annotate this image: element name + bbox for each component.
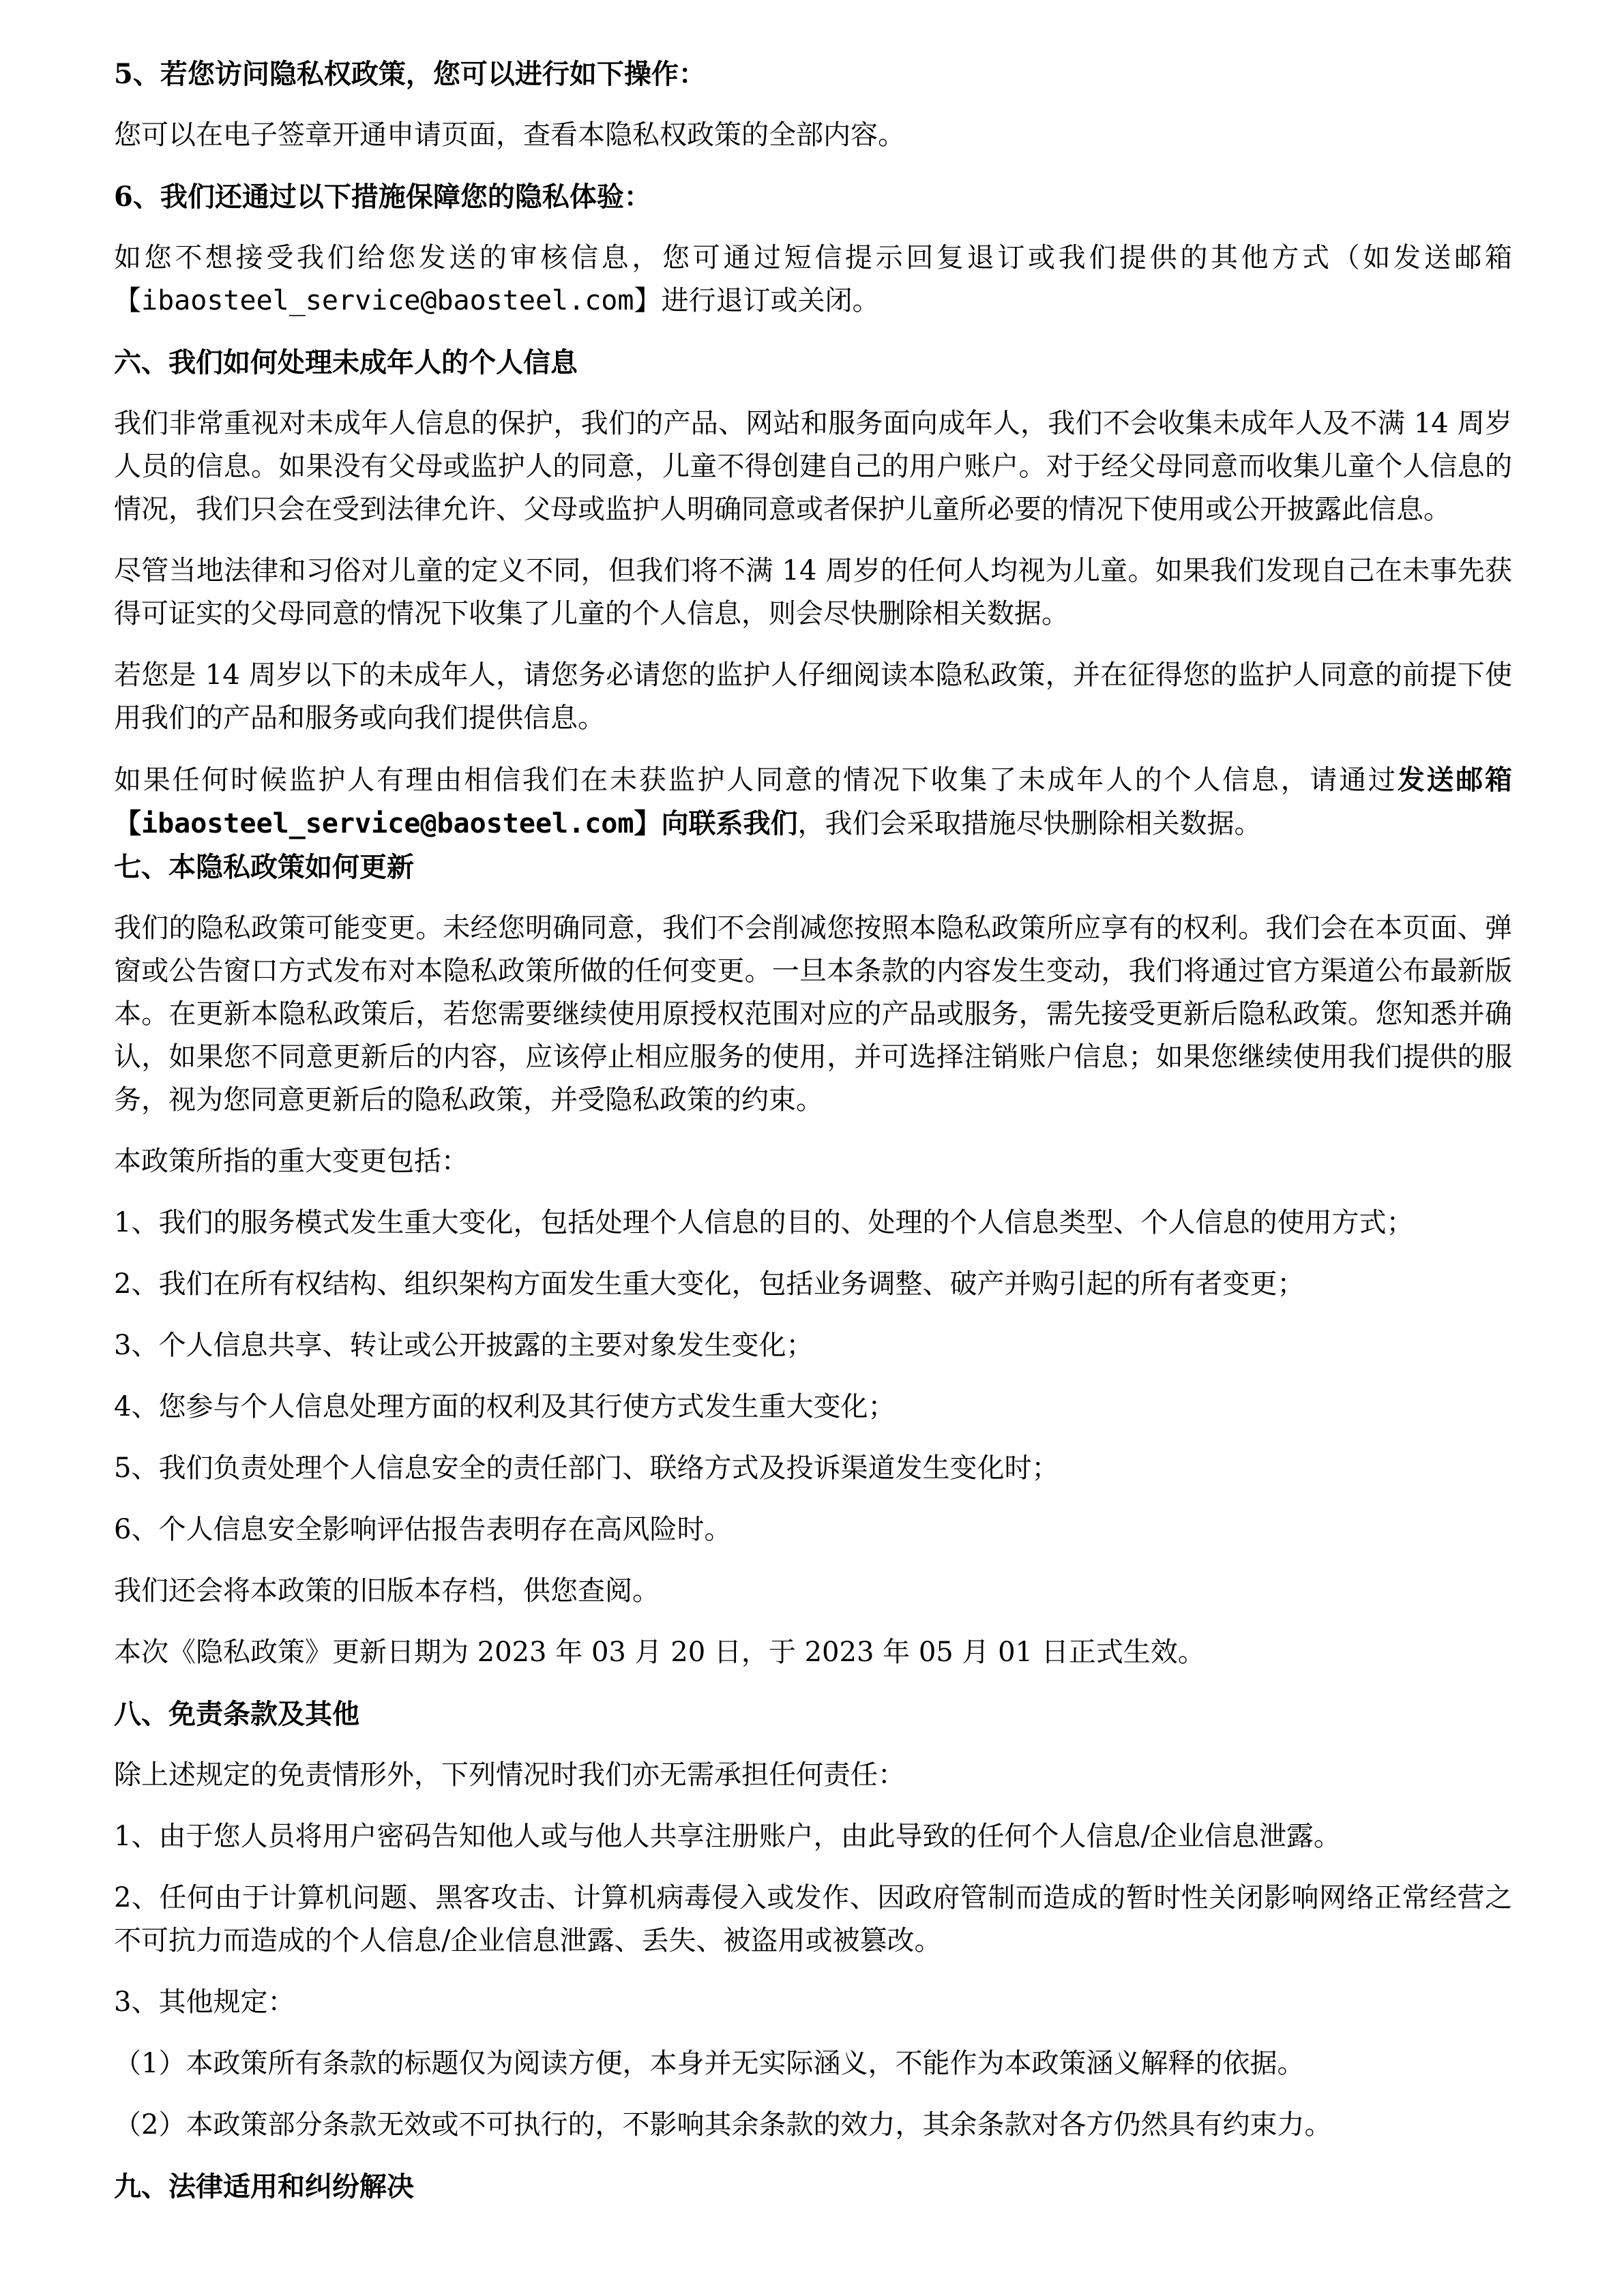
paragraph — [114, 1140, 1512, 1183]
text-segment: 1、我们的服务模式发生重大变化，包括处理个人信息的目的、处理的个人信息类型、个人信息的使用方式； — [114, 1207, 1414, 1238]
text-segment: 六、我们如何处理未成年人的个人信息 — [114, 346, 578, 378]
text-segment: 我们还会将本政策的旧版本存档，供您查阅。 — [114, 1575, 660, 1607]
paragraph — [114, 654, 1512, 740]
heading-section-7-policy-updates — [114, 846, 1512, 889]
email-address: ibaosteel_service@baosteel.com — [141, 808, 634, 839]
paragraph — [114, 402, 1512, 531]
sub-list-item — [114, 2104, 1512, 2147]
paragraph-unsubscribe — [114, 237, 1512, 323]
text-segment: 本政策所指的重大变更包括： — [114, 1146, 469, 1177]
text-segment: 4、您参与个人信息处理方面的权利及其行使方式发生重大变化； — [114, 1391, 896, 1422]
heading-section-6-minors-info — [114, 341, 1512, 384]
text-segment: 3、个人信息共享、转让或公开披露的主要对象发生变化； — [114, 1330, 814, 1361]
list-item — [114, 1508, 1512, 1551]
paragraph — [114, 550, 1512, 636]
paragraph-effective-date — [114, 1631, 1512, 1674]
text-segment: 如果任何时候监护人有理由相信我们在未获监护人同意的情况下收集了未成年人的个人信息，请通过 — [114, 764, 1398, 796]
list-item — [114, 1263, 1512, 1306]
list-item — [114, 1202, 1512, 1244]
text-segment: 本次《隐私政策》更新日期为 2023 年 03 月 20 日，于 2023 年 05 月 01 日正式生效。 — [114, 1637, 1205, 1668]
paragraph — [114, 114, 1512, 157]
list-item — [114, 1386, 1512, 1429]
text-segment: 3、其他规定： — [114, 1986, 295, 2018]
list-item — [114, 1815, 1512, 1858]
text-segment: 1、由于您人员将用户密码告知他人或与他人共享注册账户，由此导致的任何个人信息/企业信息泄露。 — [114, 1821, 1341, 1852]
paragraph — [114, 907, 1512, 1122]
email-address: ibaosteel_service@baosteel.com — [141, 285, 634, 316]
text-segment: 七、本隐私政策如何更新 — [114, 851, 414, 883]
list-item — [114, 1447, 1512, 1490]
text-segment: 九、法律适用和纠纷解决 — [114, 2171, 414, 2203]
heading-section-8-disclaimer — [114, 1693, 1512, 1735]
text-segment: 6、我们还通过以下措施保障您的隐私体验： — [114, 181, 651, 213]
text-segment: 发送邮箱【 — [114, 764, 1513, 839]
text-segment: 我们的隐私政策可能变更。未经您明确同意，我们不会削减您按照本隐私政策所应享有的权利。我们会在本页面、弹窗或公告窗口方式发布对本隐私政策所做的任何变更。一旦本条款的内容发生变动，我们将通过官方渠道公布最新版本。在更新本隐私政策后，若您需要继续使用原授权范围对应的产品或服务，需先接受更新后隐私政策。您知悉并确认，如果您不同意更新后的内容，应该停止相应服务的使用，并可选择注销账户信息；如果您继续使用我们提供的服务，视为您同意更新后的隐私政策，并受隐私政策的约束。 — [114, 912, 1512, 1116]
heading-section-9-law-disputes — [114, 2165, 1512, 2208]
text-segment: 5、若您访问隐私权政策，您可以进行如下操作： — [114, 58, 706, 90]
subheading-5-privacy-policy-access — [114, 53, 1512, 95]
list-item — [114, 1324, 1512, 1367]
text-segment: 若您是 14 周岁以下的未成年人，请您务必请您的监护人仔细阅读本隐私政策，并在征得您的监护人同意的前提下使用我们的产品和服务或向我们提供信息。 — [114, 659, 1512, 734]
text-segment: ，我们会采取措施尽快删除相关数据。 — [797, 808, 1262, 839]
text-segment: （2）本政策部分条款无效或不可执行的，不影响其余条款的效力，其余条款对各方仍然具有约束力。 — [114, 2109, 1332, 2141]
list-item — [114, 1981, 1512, 2024]
text-segment: 】进行退订或关闭。 — [634, 285, 880, 316]
text-segment: 除上述规定的免责情形外，下列情况时我们亦无需承担任何责任： — [114, 1759, 905, 1791]
text-segment: 6、个人信息安全影响评估报告表明存在高风险时。 — [114, 1514, 732, 1545]
text-segment: （1）本政策所有条款的标题仅为阅读方便，本身并无实际涵义，不能作为本政策涵义解释的依据。 — [114, 2048, 1305, 2079]
paragraph-guardian-contact — [114, 758, 1512, 846]
text-segment: 尽管当地法律和习俗对儿童的定义不同，但我们将不满 14 周岁的任何人均视为儿童。如果我们发现自己在未事先获得可证实的父母同意的情况下收集了儿童的个人信息，则会尽快删除相关数据。 — [114, 555, 1512, 629]
text-segment: 2、我们在所有权结构、组织架构方面发生重大变化，包括业务调整、破产并购引起的所有者变更； — [114, 1268, 1305, 1300]
paragraph — [114, 1754, 1512, 1797]
text-segment: 如您不想接受我们给您发送的审核信息，您可通过短信提示回复退订或我们提供的其他方式（如发送邮箱【 — [114, 242, 1512, 316]
text-segment: 您可以在电子签章开通申请页面，查看本隐私权政策的全部内容。 — [114, 119, 905, 151]
paragraph — [114, 1570, 1512, 1613]
text-segment: 八、免责条款及其他 — [114, 1698, 359, 1730]
sub-list-item — [114, 2042, 1512, 2085]
list-item — [114, 1877, 1512, 1963]
text-segment: 】向联系我们 — [634, 807, 798, 839]
text-segment: 2、任何由于计算机问题、黑客攻击、计算机病毒侵入或发作、因政府管制而造成的暂时性关闭影响网络正常经营之不可抗力而造成的个人信息/企业信息泄露、丢失、被盗用或被篡改。 — [114, 1882, 1512, 1956]
text-segment: 我们非常重视对未成年人信息的保护，我们的产品、网站和服务面向成年人，我们不会收集未成年人及不满 14 周岁人员的信息。如果没有父母或监护人的同意，儿童不得创建自己的用户账户。对于经父母同意而收集儿童个人信息的情况，我们只会在受到法律允许、父母或监护人明确同意或者保护儿童所必要的情况下使用或公开披露此信息。 — [114, 408, 1512, 525]
subheading-6-privacy-experience — [114, 175, 1512, 218]
text-segment: 5、我们负责处理个人信息安全的责任部门、联络方式及投诉渠道发生变化时； — [114, 1452, 1059, 1484]
